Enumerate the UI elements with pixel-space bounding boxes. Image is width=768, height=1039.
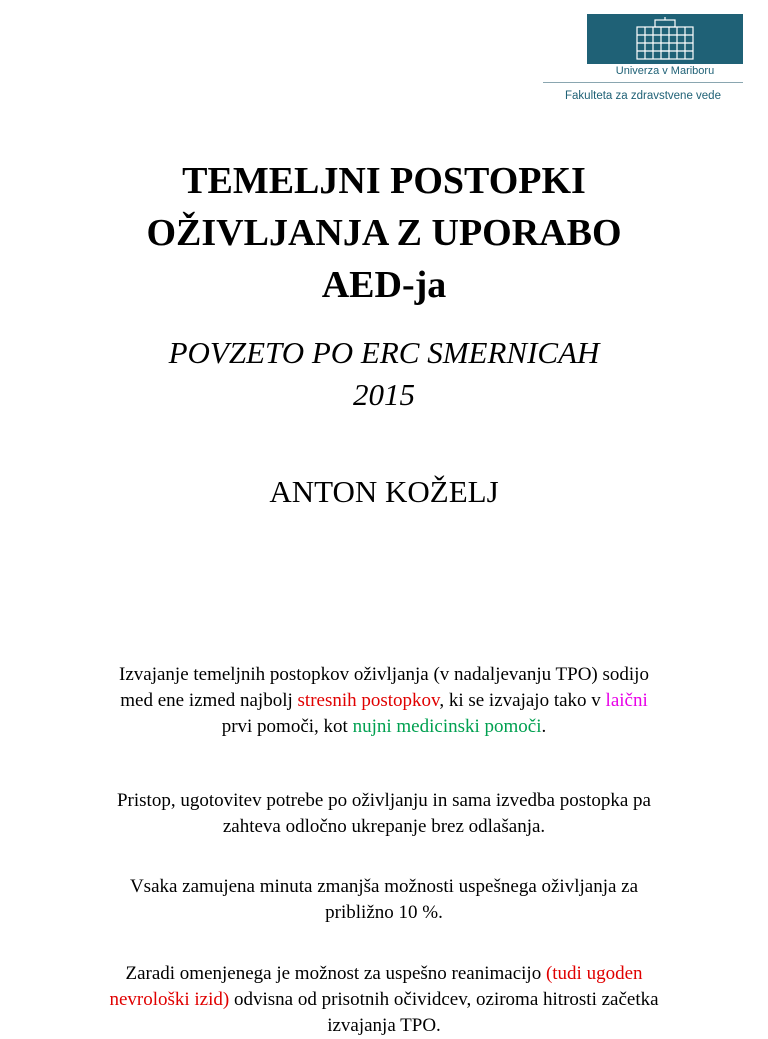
p1-text: med ene izmed najbolj [120,690,298,711]
p1-line-3 [60,714,708,740]
p4-text: Zaradi omenjenega je možnost za uspešno reanimacijo [125,963,546,984]
author-name: ANTON KOŽELJ [269,474,499,509]
university-name: Univerza v Mariboru [615,65,715,77]
p4-line-2 [60,987,708,1013]
p3-line-2: približno 10 %. [325,902,443,923]
document-subtitle [0,332,768,416]
highlight-emergency-medical-aid: nujni medicinski pomoči [352,716,542,737]
highlight-stressful-procedures: stresnih postopkov [297,690,440,711]
title-line-3: AED-ja [321,264,447,306]
university-logo [543,12,743,112]
p1-text: prvi pomoči, kot [221,716,353,737]
highlight-lay: laični [605,690,648,711]
subtitle-line-2: 2015 [353,377,415,412]
p1-text: , ki se izvajajo tako v [439,690,606,711]
p4-line-3: izvajanja TPO. [327,1015,441,1036]
paragraph-4 [60,961,708,1039]
p2-line-2: zahteva odločno ukrepanje brez odlašanja. [222,816,546,837]
p4-line-1 [60,961,708,987]
faculty-name: Fakulteta za zdravstvene vede [565,90,721,102]
p1-line-2 [60,688,708,714]
building-icon [625,17,705,61]
highlight-neurological-outcome: (tudi ugoden [545,963,643,984]
title-line-2: OŽIVLJANJA Z UPORABO [146,212,622,254]
logo-emblem [587,14,743,64]
paragraph-1 [60,662,708,740]
p4-text: odvisna od prisotnih očividcev, oziroma hitrosti začetka [229,989,659,1010]
subtitle-line-1: POVZETO PO ERC SMERNICAH [168,335,600,370]
p3-line-1: Vsaka zamujena minuta zmanjša možnosti uspešnega oživljanja za [129,876,639,897]
title-line-1: TEMELJNI POSTOPKI [182,160,586,202]
highlight-neurological-outcome: nevrološki izid) [109,989,230,1010]
logo-divider [543,82,743,83]
paragraph-2 [60,788,708,840]
p1-text: . [541,716,547,737]
paragraph-3 [60,874,708,926]
p2-line-1: Pristop, ugotovitev potrebe po oživljanju in sama izvedba postopka pa [116,790,651,811]
p1-line-1: Izvajanje temeljnih postopkov oživljanja (v nadaljevanju TPO) sodijo [119,664,649,685]
document-title [0,155,768,311]
